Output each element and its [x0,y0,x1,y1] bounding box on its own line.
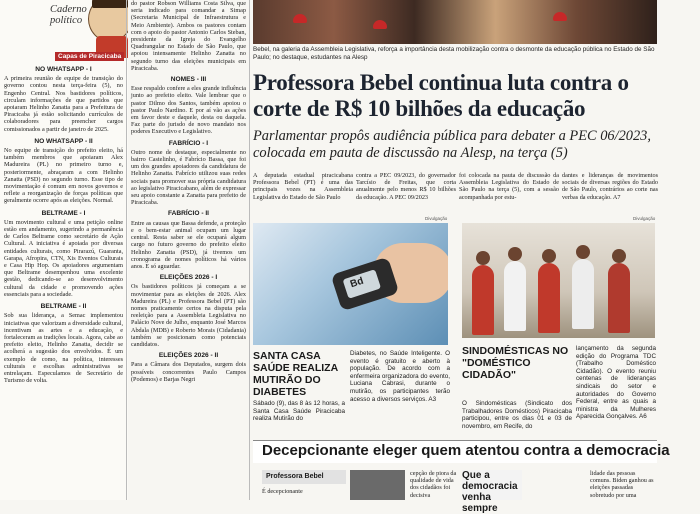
note-title: NO WHATSAPP - I [35,66,92,73]
subheadline: Parlamentar propôs audiência pública para debater a PEC 06/2023, colocada em pauta de discussão na Alesp, na terça (5) [253,128,651,161]
left-column [0,0,128,500]
person-figure [538,263,560,333]
column-masthead [0,0,128,62]
article-column: A deputada estadual piracicabana Professora Bebel (PT) é uma das principais vozes na Assembleia Legislativa do Estado de São Paulo [253,172,353,201]
top-story-photo [253,0,657,44]
photo-caption: Bebel, na galeria da Assembleia Legislativa, reforça a importância desta mobilização contra o desmonte da educação pública no Estado de São Paulo; no destaque, estudantes na Alesp [253,46,655,61]
device-screen-text: Bd [348,275,365,291]
sindomesticas-text: O Sindomésticas (Sindicato dos Trabalhadores Domésticos) Piracicaba participou, entre os dias 01 e 03 de novembro, em Recife, do [462,400,572,430]
person-figure [542,249,556,263]
red-cap-icon [293,14,307,23]
headline: Professora Bebel continua luta contra o corte de R$ 10 bilhões da educação [253,70,629,121]
note-title: BELTRAME - I [41,209,86,217]
note-title: FABRÍCIO - II [167,210,210,218]
column-divider [249,0,250,500]
opinion-text: É decepcionante [262,488,303,495]
note-text: Outro nome de destaque, especialmente no bairro Castelinho, é Fabrício Bassa, que foi um dos grandes apoiadores da candidatura de Helinho Zanatta. Fabrício utilizou suas redes sociais para promover sua própria candidatura ao legislativo Piracicabano, além de expressar seu apoio constante a Zanatta para prefeito de Piracicaba. [131,148,246,207]
note-text: Para a Câmara dos Deputados, surgem dois possíveis concorrentes Paulo Campos (Podemos) e Barjas Negri [131,361,246,383]
person-figure [504,261,526,331]
note-text: Esse respaldo confere a eles grande influência junto ao prefeito eleito. Vale lembrar que o pastor Dilmo dos Santos, também apoiou o pastor Paulo Nardino. E por aí vão as ações em favor deste e daquele, desta ou daquela. Faz parte do jurisdo de novo mandato nos poderes Executivo e Legislativo. [131,85,246,136]
glucose-meter-icon [331,257,400,312]
article-column: contra a PEC 09/2023, do governador Tarcísio de Freitas, que corta anualmente pelo menos R$ 10 bilhões da educação. A PEC 09/2023 [356,172,456,201]
opinion-text: lidade das pessoas comuns. Biden ganhou as eleições passadas sobretudo por uma [590,470,654,499]
author-photo [350,470,405,500]
section-label: Capas de Piracicaba [55,52,124,61]
opinion-text: cepção de piora da qualidade de vida dos cidadãos foi decisiva [410,470,457,499]
santa-casa-headline: SANTA CASA SAÚDE REALIZA MUTIRÃO DO DIABETES [253,350,338,398]
note-title: BELTRAME - II [40,303,87,311]
author-name: Professora Bebel [262,470,346,484]
article-column: foi colocada na pauta de discussão da Assembleia Legislativa do Estado de São Paulo na terça (5), com a sessão acompanhada por estu- [459,172,559,201]
article-column: dantes e lideranças de movimentos sociais de diversas regiões do Estado de São Paulo, contrários ao corte nas verbas da educação. A7 [562,172,658,201]
person-figure [572,259,594,329]
note-text: Os bastidores políticos já começam a se movimentar para as eleições de 2026. Alex Madureira (PL) e Professora Bebel (PT) são nomes praticamente certos na disputa pela reeleição para a Assembleia Legislativa no Palácio Nove de Julho, enquanto José Marcos Abdala (MDB) e Roberto Morais (Cidadania) também se posicionam como potenciais candidatos. [131,283,246,348]
santa-casa-text: Diabetes, no Saúde Inteligente. O evento é gratuito e aberto à população. De acordo com a enfermeira organizadora do evento, Luciana Cabrasi, durante o mutirão, os participantes terão acesso a diversos serviços. A3 [350,350,450,403]
section-title: Caderno político [50,4,87,26]
person-figure [576,245,590,259]
note-title: FABRÍCIO - I [168,139,209,147]
person-figure [476,251,490,265]
red-cap-icon [553,12,567,21]
column-divider [126,0,127,500]
sindomesticas-headline: SINDOMÉSTICAS NO "DOMÉSTICO CIDADÃO" [462,345,569,381]
red-cap-icon [373,20,387,29]
santa-casa-photo [253,223,448,345]
note-text: do pastor Robson Williams Costa Silva, que seria indicado para comandar a Simap (Secretaria Municipal de Infraestrutura e Meio Ambiente). Ambos os pastores contam com o apoio do pastor Antonio Carlos Steban, presidente da Igreja do Evangelho Quadrangular no Estado de São Paulo, que apoiou intensamente Helinho Zanatta no segundo turno das eleições municipais em Piracicaba. [131,0,246,72]
note-text: No equipe de transição do prefeito eleito, há também membros que apoiaram Alex Madureira (PL) no primeiro turno e, posteriormente, abraçaram a com Helinho Zanatta (PSD) no segundo turno. Esse tipo de movimentação é comum em novos governos e reflete a reorganização de forças políticas que geralmente ocorre após as eleições. Normal. [4,147,123,205]
note-text: A primeira reunião de equipe de transição do governo contou nesta terça-feira (5), no Engenho Central. Nos bastidores políticos, circulam informações de que partidos que apoiaram Helinho Zanatta para a Prefeitura de Piracicaba já estão solicitando currículos de colaboradores para preencher cargos comissionados a partir de janeiro de 2025. [4,75,123,133]
left-notes [4,66,123,389]
note-title: NOMES - III [170,76,207,84]
note-text: Um movimento cultural e uma petição online estão em andamento, sugerindo a permanência de Carlos Beltrame como secretário de Ação Cultural. A iniciativa é apoiada por diversas entidades culturais, como Pirarazú, Guaranta, Garapa, Afropira, CTN, Xis Eventos Culturais e Casa Hip Hop. Os apoiadores argumentam que Beltrame desempenhou uma excelente gestão, dedicando-se ao desenvolvimento cultural da cidade e promovendo ações essenciais para a sociedade. [4,218,123,298]
sindomesticas-photo [462,223,655,338]
note-title: ELEIÇÕES 2026 - I [159,274,218,282]
note-title: ELEIÇÕES 2026 - II [158,352,219,360]
sindomesticas-text: lançamento da segunda edição do Programa TDC (Trabalho Doméstico Cidadão). O evento reuniu centenas de lideranças sindicais do setor e autoridades do Governo Federal, entre as quais a ministra da Mulheres Aparecida Gonçalves. A6 [576,345,656,421]
person-figure [508,247,522,261]
person-figure [612,249,626,263]
opinion-title: Decepcionante eleger quem atentou contra a democracia [262,442,670,459]
person-figure [472,265,494,335]
opinion-highlight: Que a democracia venha sempre [462,470,522,500]
note-text: Sob sua liderança, a Semac implementou iniciativas que valorizam a diversidade cultural, incentivam as artes e a educação, e fortaleceram as tradições locais. Agora, cabe ao prefeito eleito, Helinho Zanatta, decidir se acolherá a sugestão dos envolvidos. É um exemplo de como, na política, interesses culturais e escolhas administrativas se entrelaçam. Especulamos de Secretário de Turismo de volta. [4,312,123,385]
note-title: NO WHATSAPP - II [34,137,93,145]
middle-notes [131,0,246,387]
santa-casa-text: Sábado (9), das 8 às 12 horas, a Santa Casa Saúde Piracicaba realiza Mutirão do [253,400,345,423]
photo-credit: Divulgação [425,216,448,221]
note-text: Entre as causas que Bassa defende, a proteção e o bem-estar animal ocupam um lugar central. Resta saber se ele ocupará algum cargo no futuro governo do prefeito eleito Helinho Zanatta (PSD), já tivemos um cronograma de nomes políticos há vários anos. E só aguardar. [131,219,246,270]
photo-credit: Divulgação [633,216,656,221]
person-figure [608,263,630,333]
